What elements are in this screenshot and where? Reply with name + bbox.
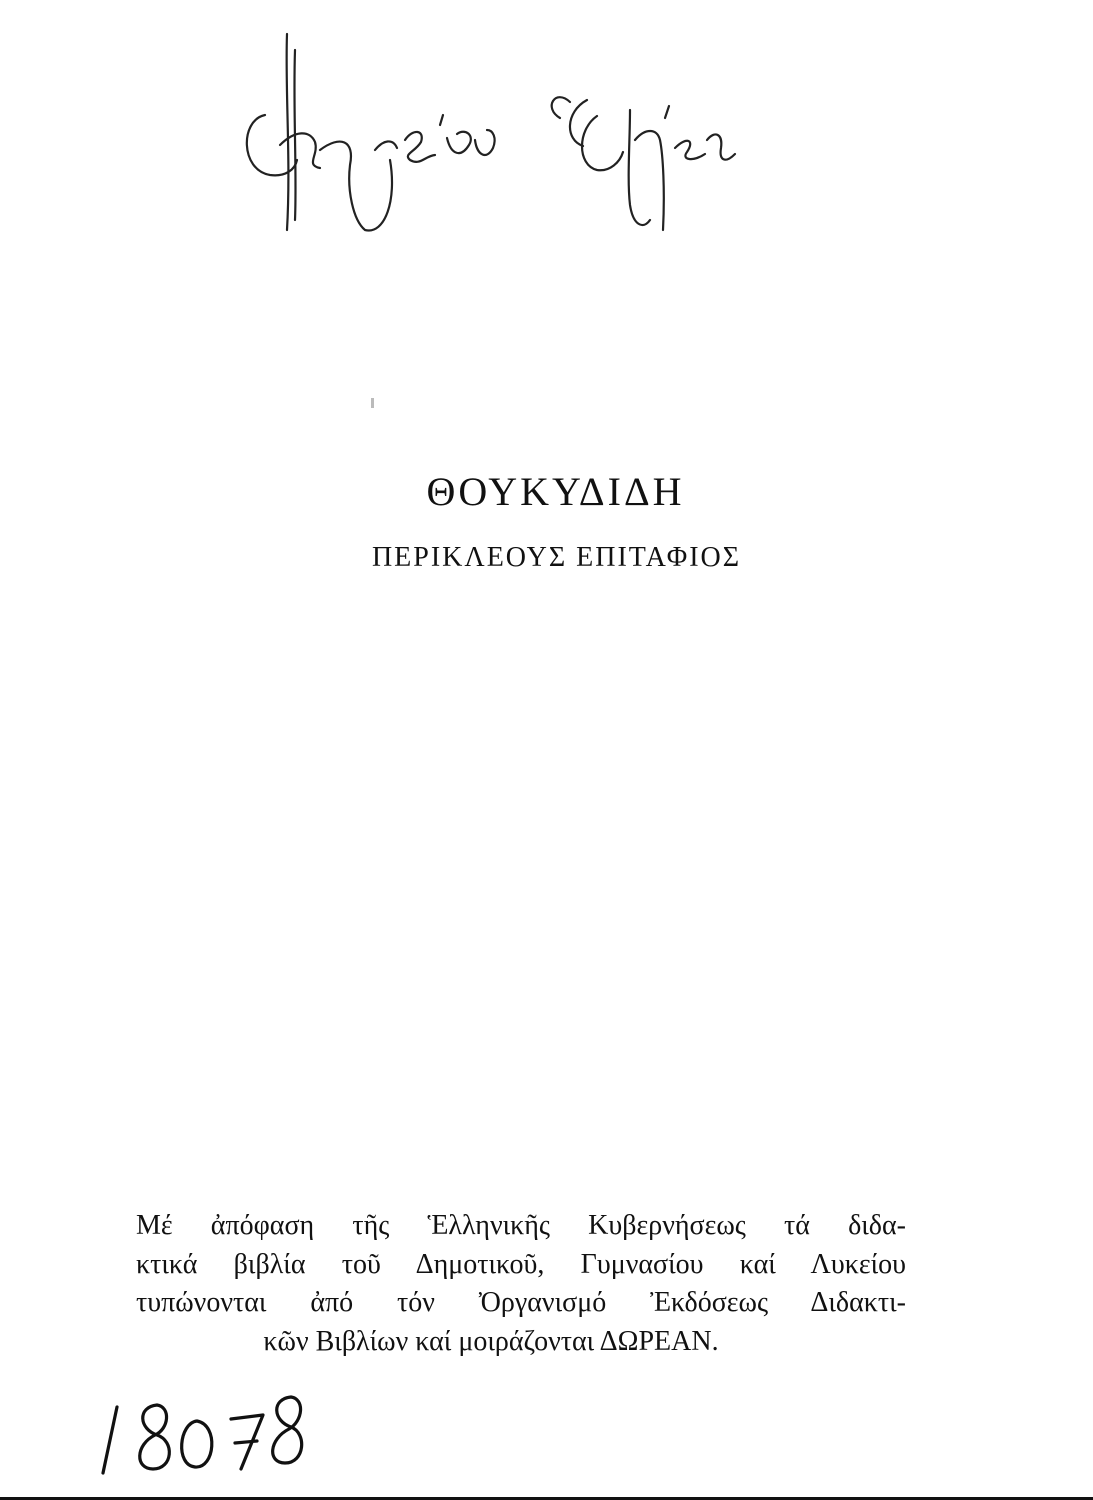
book-title: ΘΟΥΚΥΔΙΔΗ <box>426 469 685 514</box>
notice-line: Μέ ἀπόφαση τῆς Ἑλληνικῆς Κυβερνήσεως τά διδα- <box>136 1210 906 1241</box>
notice-line: κῶν Βιβλίων καί μοιράζονται ΔΩΡΕΑΝ. <box>263 1325 719 1357</box>
free-distribution-notice <box>136 1207 906 1361</box>
book-subtitle: ΠΕΡΙΚΛΕΟΥΣ ΕΠΙΤΑΦΙΟΣ <box>371 542 742 573</box>
notice-line: τυπώνονται ἀπό τόν Ὀργανισμό Ἐκδόσεως Διδακτι- <box>136 1287 906 1318</box>
handwritten-inventory-number <box>95 1385 310 1485</box>
handwritten-signature <box>225 30 785 250</box>
stray-mark <box>371 398 374 408</box>
notice-line: κτικά βιβλία τοῦ Δημοτικοῦ, Γυμνασίου καί Λυκείου <box>136 1248 906 1280</box>
